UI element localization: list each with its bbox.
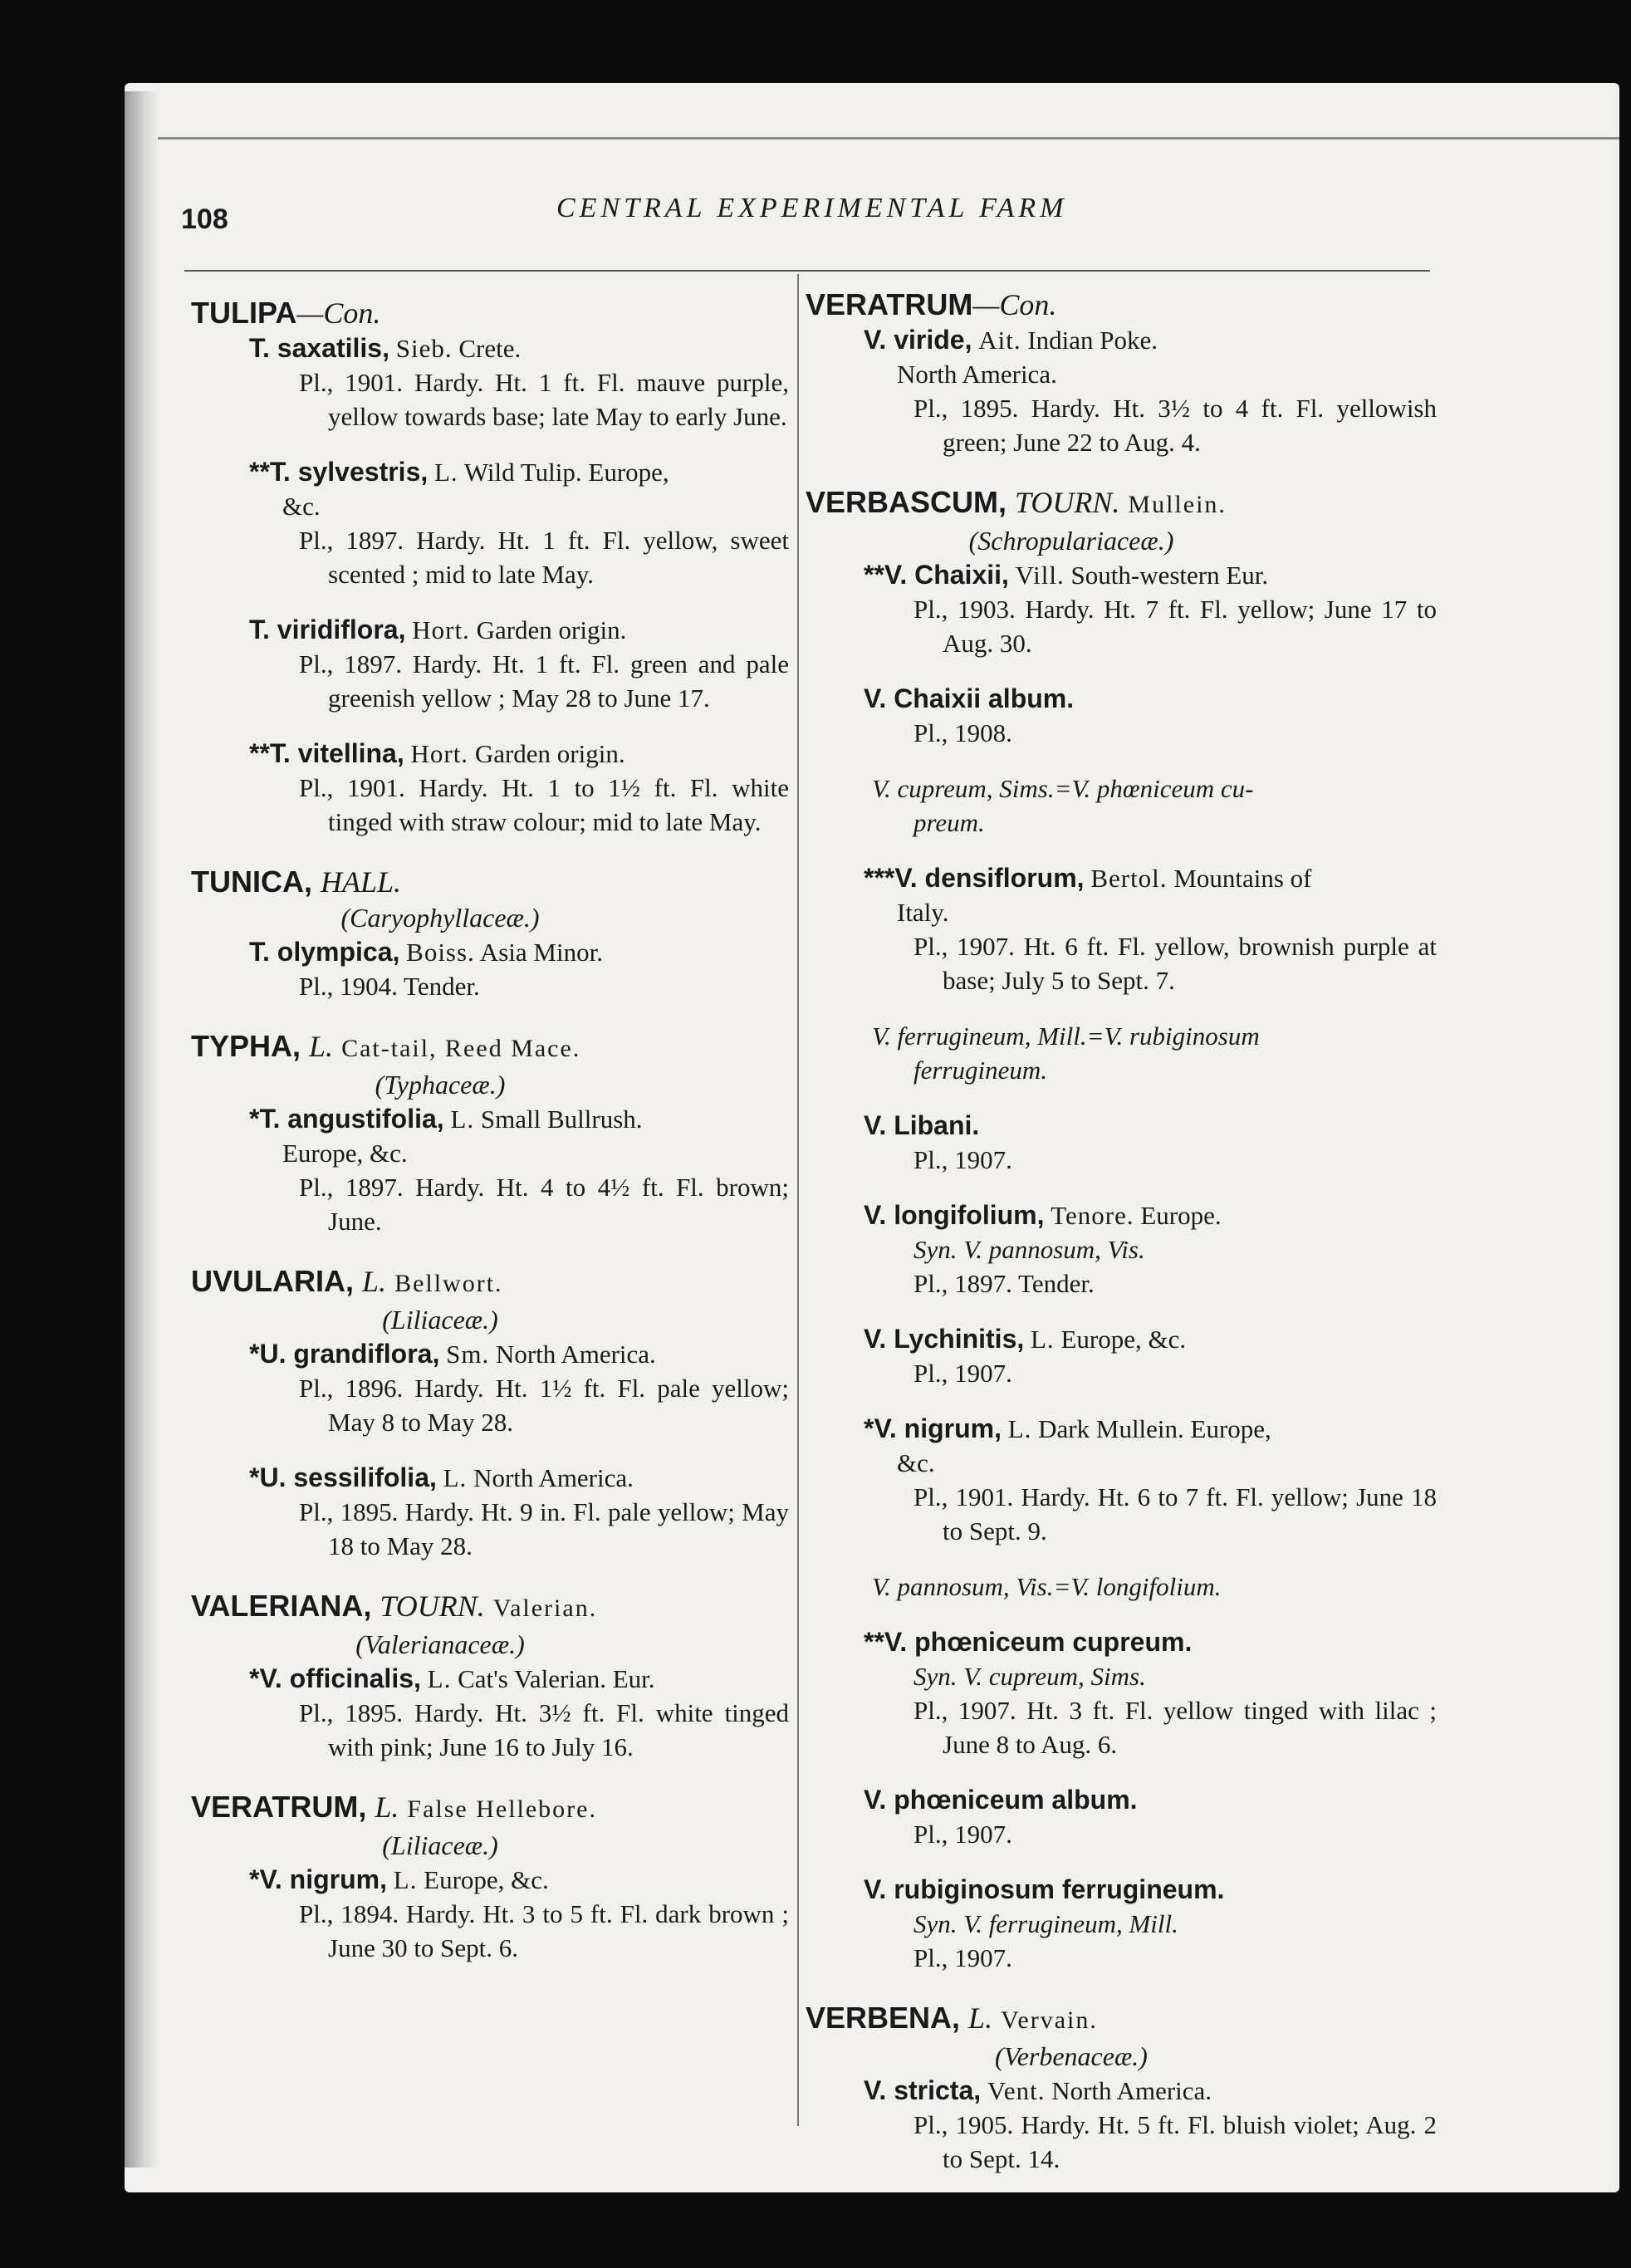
species-author: Vill.	[1015, 561, 1065, 590]
species-origin: Europe, &c.	[1060, 1325, 1187, 1354]
species-name: V. longifolium,	[864, 1200, 1045, 1230]
cross-reference-text: V. pannosum, Vis.=V. longifolium.	[872, 1572, 1222, 1601]
cross-reference	[806, 1019, 1437, 1087]
species-synonym: Syn. V. cupreum, Sims.	[913, 1662, 1146, 1691]
species-entry	[806, 2074, 1437, 2176]
genus-common-name: Bellwort.	[394, 1270, 503, 1297]
species-line	[191, 1337, 789, 1371]
species-description: Pl., 1905. Hardy. Ht. 5 ft. Fl. bluish violet; Aug. 2 to Sept. 14.	[913, 2110, 1437, 2173]
genus-continued: —Con.	[296, 296, 381, 330]
species-origin: South-western Eur.	[1070, 561, 1269, 590]
species-entry	[806, 558, 1437, 660]
species-description: Pl., 1894. Hardy. Ht. 3 to 5 ft. Fl. dark brown ; June 30 to Sept. 6.	[299, 1899, 789, 1962]
running-head: CENTRAL EXPERIMENTAL FARM	[556, 193, 1068, 223]
species-name: *V. officinalis,	[249, 1663, 421, 1693]
species-line	[806, 682, 1437, 716]
genus-common-name: Mullein.	[1128, 491, 1227, 518]
species-entry	[191, 331, 789, 434]
genus-entry	[191, 1263, 789, 1563]
species-synonym: Syn. V. pannosum, Vis.	[913, 1235, 1145, 1264]
species-line	[806, 1873, 1437, 1907]
page-number: 108	[181, 203, 228, 235]
species-line	[191, 1461, 789, 1495]
genus-entry	[806, 484, 1437, 1975]
genus-common-name: False Hellebore.	[407, 1795, 597, 1823]
species-name: V. Lychinitis,	[864, 1324, 1025, 1354]
species-line	[806, 1412, 1437, 1446]
genus-author: TOURN.	[380, 1590, 485, 1623]
species-entry	[191, 613, 789, 715]
species-name: *U. sessilifolia,	[249, 1462, 437, 1492]
species-description: Pl., 1907. Ht. 3 ft. Fl. yellow tinged with lilac ; June 8 to Aug. 6.	[913, 1696, 1437, 1759]
column-divider	[797, 274, 799, 2126]
genus-entry	[806, 2000, 1437, 2176]
cross-reference-text: V. cupreum, Sims.=V. phœniceum cu-	[872, 774, 1254, 803]
header-rule	[184, 270, 1430, 272]
species-name: **V. Chaixii,	[864, 560, 1009, 590]
species-origin: Garden origin.	[474, 739, 625, 768]
species-entry	[806, 1322, 1437, 1390]
species-entry	[806, 1412, 1437, 1548]
genus-heading	[806, 287, 1437, 323]
genus-entry	[191, 1588, 789, 1764]
genus-entry	[191, 1028, 789, 1238]
species-entry	[191, 1863, 789, 1965]
species-line	[806, 1783, 1437, 1817]
species-author: Vent.	[987, 2076, 1046, 2105]
species-name: V. Chaixii album.	[864, 683, 1075, 713]
species-author: L.	[450, 1105, 475, 1134]
genus-entry	[191, 864, 789, 1003]
species-origin: Cat's Valerian. Eur.	[458, 1664, 655, 1693]
species-description: Pl., 1907.	[913, 1943, 1012, 1972]
species-entry	[806, 1625, 1437, 1761]
genus-heading	[191, 1789, 789, 1828]
species-origin: North America.	[473, 1463, 634, 1492]
family-name: (Liliaceæ.)	[382, 1830, 498, 1860]
species-line	[806, 1625, 1437, 1659]
species-name: **T. vitellina,	[249, 738, 404, 768]
species-origin: North America.	[1051, 2076, 1212, 2105]
species-entry	[191, 1102, 789, 1238]
genus-heading	[191, 295, 789, 331]
species-description: Pl., 1908.	[913, 718, 1012, 747]
species-description: Pl., 1897. Hardy. Ht. 4 to 4½ ft. Fl. brown; June.	[299, 1173, 789, 1236]
species-origin: Crete.	[458, 334, 522, 363]
species-line	[191, 331, 789, 365]
genus-author: HALL.	[321, 865, 402, 899]
species-description: Pl., 1903. Hardy. Ht. 7 ft. Fl. yellow; June 17 to Aug. 30.	[913, 595, 1437, 658]
species-author: Hort.	[412, 615, 470, 644]
species-origin: Garden origin.	[476, 615, 627, 644]
species-description: Pl., 1901. Hardy. Ht. 1 ft. Fl. mauve purple, yellow towards base; late May to early June.	[299, 368, 789, 431]
species-description: Pl., 1907. Ht. 6 ft. Fl. yellow, brownish purple at base; July 5 to Sept. 7.	[913, 932, 1437, 995]
species-origin: Mountains of	[1173, 864, 1312, 893]
left-column	[191, 295, 789, 1990]
species-author: Sieb.	[395, 334, 453, 363]
species-description: Pl., 1897. Hardy. Ht. 1 ft. Fl. green and pale greenish yellow ; May 28 to June 17.	[299, 649, 789, 713]
cross-reference	[806, 772, 1437, 840]
species-line	[806, 2074, 1437, 2108]
species-author: L.	[1007, 1414, 1032, 1443]
species-origin: Asia Minor.	[479, 938, 603, 967]
genus-author: L.	[362, 1265, 387, 1298]
species-author: Boiss.	[406, 938, 475, 967]
species-origin-cont: North America.	[897, 360, 1057, 389]
species-synonym: Syn. V. ferrugineum, Mill.	[913, 1909, 1178, 1938]
species-line	[806, 861, 1437, 895]
family-name: (Typhaceæ.)	[375, 1070, 506, 1100]
species-description: Pl., 1895. Hardy. Ht. 3½ to 4 ft. Fl. yellowish green; June 22 to Aug. 4.	[913, 394, 1437, 457]
species-name: *V. nigrum,	[249, 1864, 387, 1894]
species-author: Tenore.	[1051, 1201, 1134, 1230]
species-line	[191, 1102, 789, 1136]
genus-heading	[806, 484, 1437, 523]
species-name: V. Libani.	[864, 1110, 980, 1140]
cross-reference-cont: ferrugineum.	[913, 1056, 1048, 1085]
genus-common-name: Valerian.	[492, 1594, 598, 1622]
species-author: Hort.	[410, 739, 469, 768]
species-line	[806, 1198, 1437, 1232]
family-name: (Liliaceæ.)	[382, 1305, 498, 1335]
species-origin-cont: Europe, &c.	[282, 1139, 408, 1168]
family-name: (Schropulariaceæ.)	[968, 526, 1174, 556]
species-entry	[191, 737, 789, 839]
species-entry	[806, 1198, 1437, 1301]
species-name: V. rubiginosum ferrugineum.	[864, 1874, 1225, 1904]
species-origin: North America.	[495, 1340, 656, 1369]
species-description: Pl., 1901. Hardy. Ht. 6 to 7 ft. Fl. yellow; June 18 to Sept. 9.	[913, 1482, 1437, 1545]
species-entry	[806, 1109, 1437, 1177]
genus-common-name: Vervain.	[1001, 2006, 1098, 2034]
genus-author: L.	[309, 1030, 334, 1063]
species-origin: Wild Tulip. Europe,	[463, 458, 669, 487]
cross-reference-cont: preum.	[913, 808, 985, 837]
genus-name: TUNICA,	[191, 865, 312, 899]
species-description: Pl., 1907.	[913, 1145, 1012, 1174]
species-description: Pl., 1896. Hardy. Ht. 1½ ft. Fl. pale yellow; May 8 to May 28.	[299, 1374, 789, 1437]
species-description: Pl., 1897. Tender.	[913, 1269, 1095, 1298]
genus-heading	[191, 1588, 789, 1627]
genus-author: TOURN.	[1015, 486, 1120, 519]
species-line	[806, 558, 1437, 592]
species-entry	[806, 682, 1437, 750]
page-top-edge	[158, 137, 1619, 140]
species-author: L.	[443, 1463, 468, 1492]
species-entry	[806, 861, 1437, 997]
species-entry	[191, 935, 789, 1003]
genus-common-name: Cat-tail, Reed Mace.	[341, 1035, 581, 1062]
cross-reference	[806, 1570, 1437, 1604]
species-description: Pl., 1895. Hardy. Ht. 9 in. Fl. pale yellow; May 18 to May 28.	[299, 1497, 789, 1560]
genus-name: VALERIANA,	[191, 1589, 372, 1623]
species-name: V. viride,	[864, 325, 972, 355]
genus-continued: —Con.	[972, 288, 1057, 321]
species-description: Pl., 1907.	[913, 1359, 1012, 1388]
species-name: *T. angustifolia,	[249, 1104, 444, 1134]
species-origin: Europe.	[1140, 1201, 1222, 1230]
species-entry	[191, 1337, 789, 1439]
species-line	[806, 1109, 1437, 1143]
species-line	[191, 737, 789, 771]
genus-name: VERBENA,	[806, 2001, 961, 2035]
genus-name: VERATRUM	[806, 287, 973, 321]
species-origin: Dark Mullein. Europe,	[1038, 1414, 1271, 1443]
species-entry	[806, 1783, 1437, 1851]
species-author: L.	[1031, 1325, 1055, 1354]
species-origin-cont: &c.	[897, 1448, 935, 1477]
right-column	[806, 287, 1437, 2201]
family-name: (Verbenaceæ.)	[995, 2041, 1148, 2071]
genus-name: TULIPA	[191, 296, 297, 330]
species-entry	[191, 455, 789, 591]
species-name: V. phœniceum album.	[864, 1785, 1138, 1815]
genus-heading	[191, 1263, 789, 1302]
species-name: ***V. densiflorum,	[864, 863, 1085, 893]
species-author: L.	[427, 1664, 452, 1693]
species-author: Bertol.	[1090, 864, 1168, 893]
species-origin: Indian Poke.	[1027, 326, 1158, 355]
genus-name: UVULARIA,	[191, 1264, 354, 1298]
species-line	[191, 1863, 789, 1897]
species-description: Pl., 1895. Hardy. Ht. 3½ ft. Fl. white tinged with pink; June 16 to July 16.	[299, 1698, 789, 1761]
genus-heading	[806, 2000, 1437, 2039]
species-description: Pl., 1904. Tender.	[299, 972, 480, 1001]
species-entry	[806, 1873, 1437, 1975]
species-line	[806, 1322, 1437, 1356]
species-line	[806, 323, 1437, 357]
species-entry	[806, 323, 1437, 459]
species-line	[191, 1662, 789, 1696]
species-author: L.	[434, 458, 458, 487]
species-name: *U. grandiflora,	[249, 1339, 440, 1369]
family-name: (Caryophyllaceæ.)	[340, 903, 540, 933]
genus-author: L.	[375, 1790, 399, 1824]
family-name: (Valerianaceæ.)	[355, 1629, 525, 1659]
species-author: Ait.	[978, 326, 1021, 355]
genus-name: TYPHA,	[191, 1029, 301, 1063]
species-origin-cont: &c.	[282, 492, 321, 521]
species-entry	[191, 1461, 789, 1563]
species-name: V. stricta,	[864, 2075, 982, 2105]
species-name: **V. phœniceum cupreum.	[864, 1627, 1193, 1657]
species-line	[191, 613, 789, 647]
genus-name: VERATRUM,	[191, 1790, 367, 1824]
species-author: L.	[393, 1865, 418, 1894]
species-name: **T. sylvestris,	[249, 457, 429, 487]
species-line	[191, 935, 789, 969]
species-name: T. viridiflora,	[249, 615, 406, 644]
genus-entry	[806, 287, 1437, 459]
genus-name: VERBASCUM,	[806, 485, 1007, 519]
page-binding-edge	[125, 91, 158, 2168]
species-author: Sm.	[446, 1340, 490, 1369]
genus-heading	[191, 1028, 789, 1067]
genus-entry	[191, 1789, 789, 1965]
species-name: T. olympica,	[249, 937, 400, 967]
species-name: T. saxatilis,	[249, 333, 389, 363]
species-name: *V. nigrum,	[864, 1413, 1002, 1443]
species-origin-cont: Italy.	[897, 898, 949, 927]
cross-reference-text: V. ferrugineum, Mill.=V. rubiginosum	[872, 1021, 1260, 1051]
species-line	[191, 455, 789, 489]
species-origin: Europe, &c.	[424, 1865, 549, 1894]
species-description: Pl., 1901. Hardy. Ht. 1 to 1½ ft. Fl. white tinged with straw colour; mid to late May.	[299, 773, 789, 836]
genus-entry	[191, 295, 789, 839]
species-entry	[191, 1662, 789, 1764]
species-description: Pl., 1897. Hardy. Ht. 1 ft. Fl. yellow, sweet scented ; mid to late May.	[299, 526, 789, 589]
species-origin: Small Bullrush.	[480, 1105, 643, 1134]
genus-author: L.	[968, 2001, 993, 2035]
genus-heading	[191, 864, 789, 900]
species-description: Pl., 1907.	[913, 1820, 1012, 1849]
